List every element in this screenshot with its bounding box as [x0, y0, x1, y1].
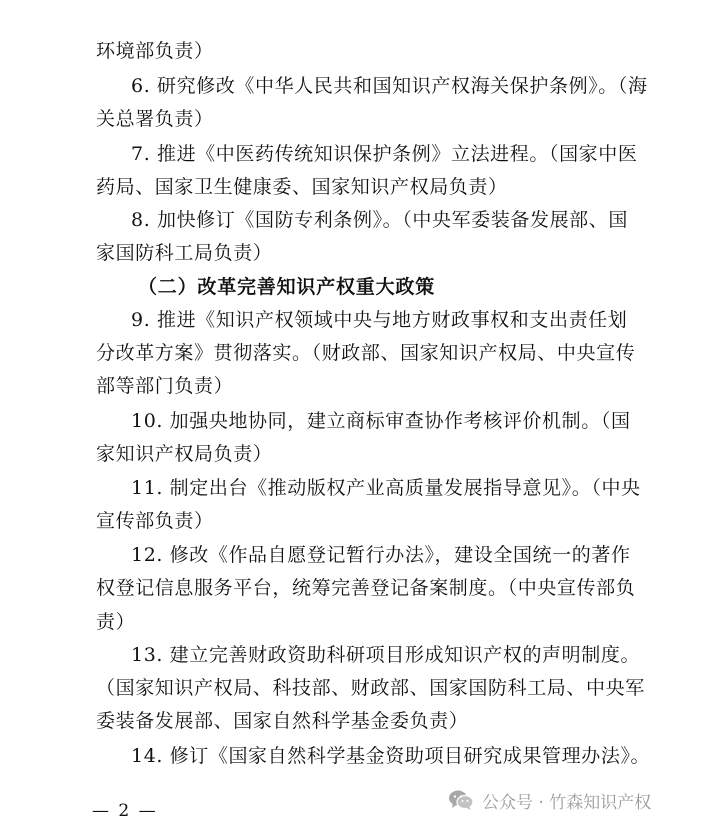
- list-item-8: 8. 加快修订《国防专利条例》。（中央军委装备发展部、国: [131, 209, 628, 231]
- body-line: （国家知识产权局、科技部、财政部、国家国防科工局、中央军: [96, 677, 645, 699]
- body-line: 关总署负责）: [96, 108, 214, 130]
- body-line: 家国防科工局负责）: [96, 242, 273, 264]
- body-line: 权登记信息服务平台，统筹完善登记备案制度。（中央宣传部负: [96, 577, 636, 599]
- body-line: 委装备发展部、国家自然科学基金委负责）: [96, 710, 469, 732]
- list-item-11: 11. 制定出台《推动版权产业高质量发展指导意见》。（中央: [131, 477, 641, 499]
- body-line: 环境部负责）: [96, 40, 214, 62]
- body-line: 家知识产权局负责）: [96, 443, 273, 465]
- list-item-6: 6. 研究修改《中华人民共和国知识产权海关保护条例》。（海: [131, 75, 648, 97]
- list-item-14: 14. 修订《国家自然科学基金资助项目研究成果管理办法》。: [131, 745, 651, 767]
- body-line: 宣传部负责）: [96, 510, 214, 532]
- list-item-10: 10. 加强央地协同，建立商标审查协作考核评价机制。（国: [131, 410, 631, 432]
- body-line: 分改革方案》贯彻落实。（财政部、国家知识产权局、中央宣传: [96, 342, 636, 364]
- body-line: 部等部门负责）: [96, 375, 234, 397]
- watermark-text: 公众号 · 竹森知识产权: [482, 792, 652, 813]
- watermark: [448, 786, 651, 814]
- list-item-7: 7. 推进《中医药传统知识保护条例》立法进程。（国家中医: [131, 143, 638, 165]
- body-line: 药局、国家卫生健康委、国家知识产权局负责）: [96, 176, 508, 198]
- body-line: 责）: [96, 611, 136, 633]
- section-heading: （二）改革完善知识产权重大政策: [138, 276, 436, 298]
- page-number: — 2 —: [92, 801, 158, 821]
- list-item-13: 13. 建立完善财政资助科研项目形成知识产权的声明制度。: [131, 644, 641, 666]
- wechat-icon: [448, 789, 474, 811]
- list-item-12: 12. 修改《作品自愿登记暂行办法》，建设全国统一的著作: [131, 544, 631, 566]
- list-item-9: 9. 推进《知识产权领域中央与地方财政事权和支出责任划: [131, 309, 628, 331]
